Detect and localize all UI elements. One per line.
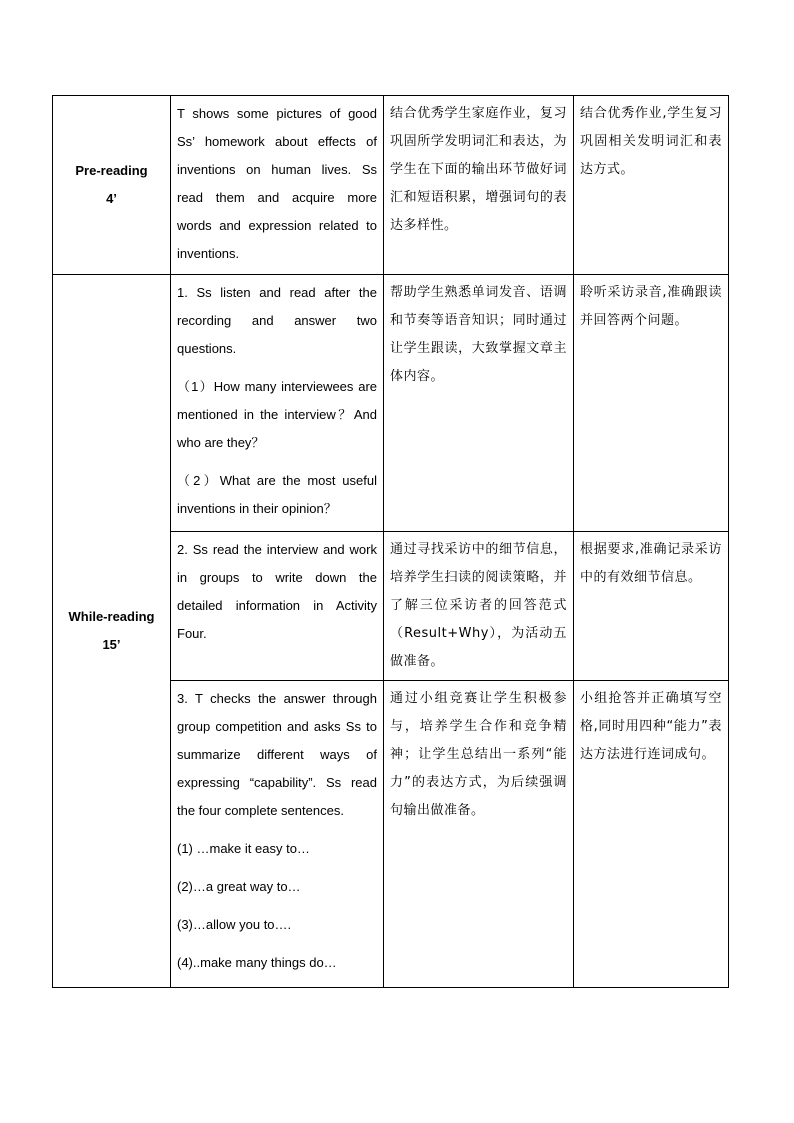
sentence-3: (3)…allow you to…. (177, 917, 292, 932)
expectation-cell: 结合优秀作业,学生复习巩固相关发明词汇和表达方式。 (574, 96, 729, 275)
stage-time: 4’ (106, 191, 117, 206)
sentence-1: (1) …make it easy to… (177, 841, 310, 856)
activity-cell (171, 681, 384, 988)
stage-cell (53, 275, 171, 988)
stage-cell (53, 96, 171, 275)
activity-text: 3. T checks the answer through group competition and asks Ss to summarize different ways of expressing “capability”. Ss read the four complete sentences. (177, 691, 377, 818)
purpose-cell: 通过寻找采访中的细节信息，培养学生扫读的阅读策略，并了解三位采访者的回答范式（Result+Why），为活动五做准备。 (384, 532, 574, 681)
purpose-cell: 结合优秀学生家庭作业，复习巩固所学发明词汇和表达，为学生在下面的输出环节做好词汇和短语积累，增强词句的表达多样性。 (384, 96, 574, 275)
purpose-cell: 通过小组竞赛让学生积极参与，培养学生合作和竞争精神；让学生总结出一系列“能力”的表达方式，为后续强调句输出做准备。 (384, 681, 574, 988)
activity-text: 2. Ss read the interview and work in groups to write down the detailed information in Activity Four. (177, 542, 377, 641)
activity-cell (171, 532, 384, 681)
sentence-4: (4)..make many things do… (177, 955, 337, 970)
question-2: （2）What are the most useful inventions in their opinion？ (177, 473, 377, 516)
expectation-cell: 小组抢答并正确填写空格,同时用四种“能力”表达方法进行连词成句。 (574, 681, 729, 988)
sentence-2: (2)…a great way to… (177, 879, 301, 894)
stage-time: 15’ (102, 637, 121, 652)
table-row (53, 96, 729, 275)
activity-text: T shows some pictures of good Ss’ homework about effects of inventions on human lives. Ss read them and acquire more words and expression related to inventions. (177, 106, 377, 261)
lesson-plan-table (52, 95, 729, 988)
activity-cell (171, 96, 384, 275)
stage-name: While-reading (68, 609, 155, 624)
table-row (53, 275, 729, 532)
expectation-cell: 聆听采访录音,准确跟读并回答两个问题。 (574, 275, 729, 532)
purpose-cell: 帮助学生熟悉单词发音、语调和节奏等语音知识；同时通过让学生跟读，大致掌握文章主体内容。 (384, 275, 574, 532)
activity-text: 1. Ss listen and read after the recording and answer two questions. (177, 285, 377, 356)
activity-cell (171, 275, 384, 532)
expectation-cell: 根据要求,准确记录采访中的有效细节信息。 (574, 532, 729, 681)
question-1: （1）How many interviewees are mentioned in the interview？And who are they？ (177, 379, 377, 450)
stage-name: Pre-reading (75, 163, 148, 178)
